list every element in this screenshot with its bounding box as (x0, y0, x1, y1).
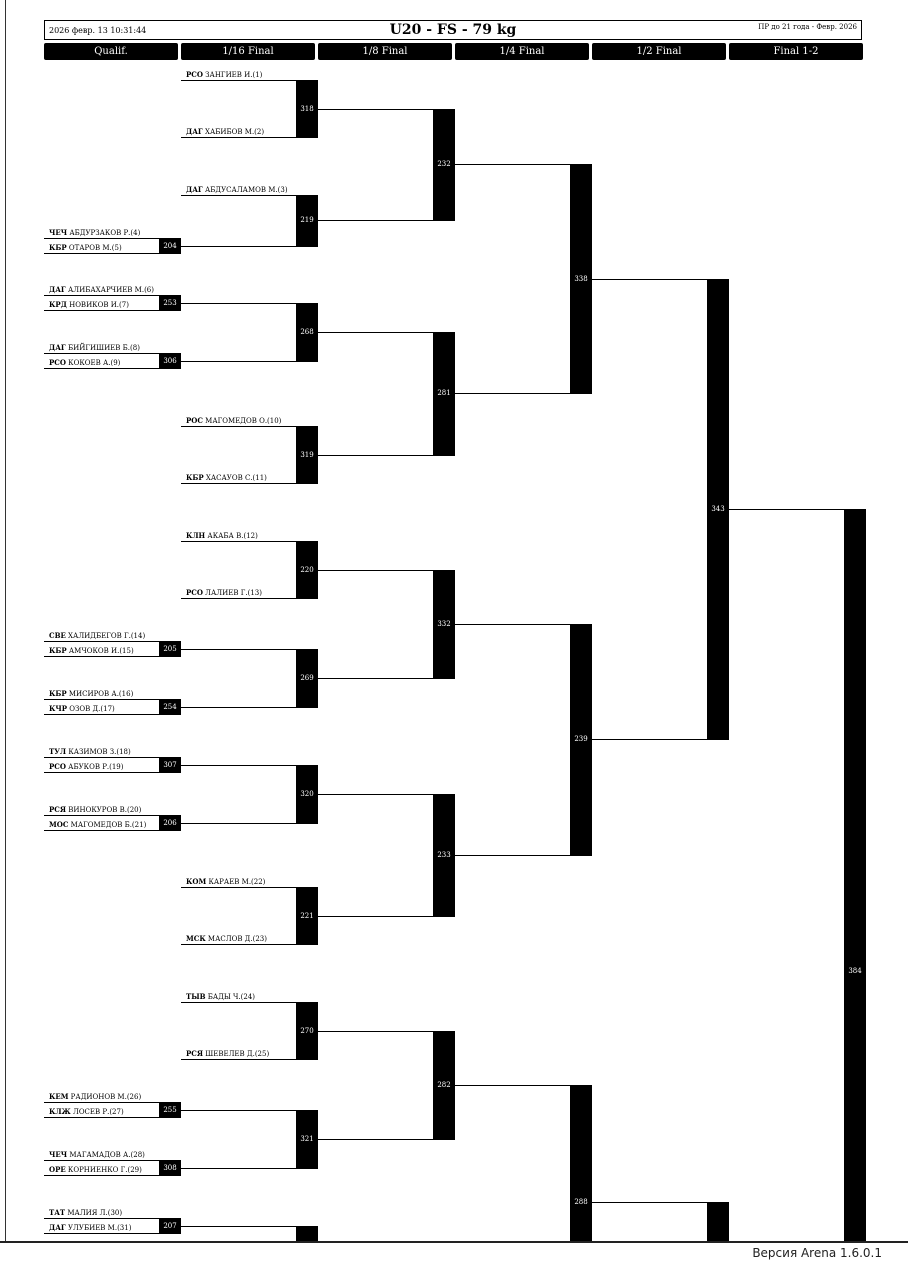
bout-number: 307 (163, 760, 177, 769)
bottom-divider (0, 1241, 908, 1243)
athlete-region: КЛЖ (49, 1107, 71, 1116)
athlete-name: РАДИОНОВ М.(26) (68, 1093, 142, 1101)
bout-number: 282 (437, 1080, 451, 1089)
athlete-region: РСО (186, 70, 203, 79)
bout-box (707, 1202, 729, 1241)
athlete-name: КОКОЕВ А.(9) (65, 359, 121, 367)
athlete-label (186, 877, 265, 887)
round-header-1-8: 1/8 Final (318, 43, 452, 60)
athlete-label (186, 127, 264, 137)
athlete-region: МСК (186, 934, 206, 943)
athlete-label (186, 992, 255, 1002)
athlete-region: РОС (186, 416, 203, 425)
version-label: Версия Arena 1.6.0.1 (752, 1246, 882, 1260)
athlete-name: АМЧОКОВ И.(15) (66, 647, 134, 655)
athlete-name: ШЕВЕЛЕВ Д.(25) (203, 1050, 270, 1058)
athlete-region: МОС (49, 820, 69, 829)
athlete-label (49, 1107, 124, 1117)
athlete-label (49, 631, 145, 641)
athlete-region: ДАГ (186, 185, 203, 194)
bout-number: 319 (300, 450, 314, 459)
athlete-name: МАЛИЯ Л.(30) (65, 1209, 123, 1217)
athlete-name: МИСИРОВ А.(16) (66, 690, 134, 698)
athlete-region: РСО (49, 762, 66, 771)
bout-number: 239 (574, 735, 588, 743)
athlete-region: ТУЛ (49, 747, 67, 756)
athlete-name: МАГОМЕДОВ О.(10) (202, 417, 282, 425)
round-header-1-2: 1/2 Final (592, 43, 726, 60)
athlete-label (49, 1223, 131, 1233)
athlete-label (49, 285, 154, 295)
athlete-label (186, 185, 288, 195)
bout-number: 320 (300, 789, 314, 798)
header-title: U20 - FS - 79 kg (389, 22, 517, 38)
athlete-label (49, 1208, 122, 1218)
header-event: ПР до 21 года - Февр. 2026 (758, 23, 857, 31)
bout-number: 338 (574, 274, 588, 283)
athlete-label (49, 1165, 142, 1175)
athlete-name: БАДЫ Ч.(24) (205, 993, 256, 1001)
athlete-region: КБР (49, 646, 67, 655)
athlete-name: МАГАМАДОВ А.(28) (67, 1151, 145, 1159)
athlete-region: ДАГ (49, 285, 66, 294)
round-header-qualif: Qualif. (44, 43, 178, 60)
athlete-region: КОМ (186, 877, 207, 886)
athlete-region: КРД (49, 300, 67, 309)
athlete-name: НОВИКОВ И.(7) (66, 301, 129, 309)
bout-number: 288 (574, 1198, 588, 1207)
bout-box (570, 1085, 592, 1242)
athlete-label (49, 747, 131, 757)
athlete-label (49, 1150, 145, 1160)
athlete-region: ЧЕЧ (49, 228, 68, 237)
bout-number: 306 (163, 356, 177, 365)
athlete-name: КАРАЕВ М.(22) (206, 878, 266, 886)
athlete-label (49, 805, 141, 815)
athlete-name: ХАСАУОВ С.(11) (203, 474, 267, 482)
bout-number: 219 (300, 216, 314, 225)
athlete-label (49, 358, 120, 368)
athlete-label (49, 300, 129, 310)
bout-box (844, 509, 866, 1241)
athlete-region: КБР (49, 243, 67, 252)
athlete-name: АБДУРЗАКОВ Р.(4) (67, 229, 141, 237)
athlete-label (186, 416, 281, 426)
bout-number: 269 (300, 673, 314, 682)
athlete-region: ДАГ (49, 1223, 66, 1232)
athlete-region: ОРЕ (49, 1165, 66, 1174)
athlete-region: КБР (49, 689, 67, 698)
bout-number: 384 (848, 967, 862, 976)
round-header-1-4: 1/4 Final (455, 43, 589, 60)
athlete-label (186, 588, 262, 598)
athlete-name: АБУКОВ Р.(19) (65, 763, 124, 771)
athlete-label (49, 646, 134, 656)
bout-number: 255 (163, 1105, 177, 1114)
athlete-label (49, 343, 140, 353)
athlete-region: КЛН (186, 531, 206, 540)
athlete-name: ОЗОВ Д.(17) (67, 705, 115, 713)
bout-number: 308 (163, 1163, 177, 1172)
bout-number: 205 (163, 644, 177, 653)
bout-number: 206 (163, 818, 177, 827)
athlete-name: ХАЛИДБЕГОВ Г.(14) (65, 632, 146, 640)
athlete-label (49, 762, 124, 772)
athlete-label (49, 689, 133, 699)
athlete-name: БИЙГИШИЕВ Б.(8) (65, 344, 140, 352)
round-header-1-16: 1/16 Final (181, 43, 315, 60)
athlete-label (186, 1049, 269, 1059)
bout-number: 268 (300, 327, 314, 336)
header-datetime: 2026 февр. 13 10:31:44 (49, 26, 147, 35)
athlete-label (49, 228, 140, 238)
bout-number: 343 (711, 504, 725, 513)
athlete-label (186, 70, 262, 80)
header-bar (44, 20, 862, 40)
bout-number: 233 (437, 850, 451, 859)
athlete-label (49, 1092, 141, 1102)
bout-number: 270 (300, 1026, 314, 1035)
bout-number: 204 (163, 241, 177, 250)
bout-number: 321 (300, 1134, 314, 1143)
athlete-name: УЛУБИЕВ М.(31) (65, 1224, 132, 1232)
athlete-name: ЛОСЕВ Р.(27) (70, 1108, 124, 1116)
athlete-region: ТАТ (49, 1208, 66, 1217)
bout-number: 220 (300, 565, 314, 574)
bout-number: 253 (163, 298, 177, 307)
athlete-name: ХАБИБОВ М.(2) (202, 128, 265, 136)
left-border (5, 0, 6, 1242)
athlete-region: КЧР (49, 704, 68, 713)
bout-box (296, 1226, 318, 1242)
athlete-name: АКАБА В.(12) (205, 532, 258, 540)
athlete-region: СВЕ (49, 631, 66, 640)
athlete-name: ОТАРОВ М.(5) (66, 244, 122, 252)
bout-number: 281 (437, 389, 451, 397)
athlete-name: КОРНИЕНКО Г.(29) (65, 1166, 142, 1174)
athlete-name: ЛАЛИЕВ Г.(13) (202, 589, 262, 597)
athlete-region: РСО (49, 358, 66, 367)
athlete-name: АЛИБАХАРЧИЕВ М.(6) (65, 286, 154, 294)
round-header-final: Final 1-2 (729, 43, 863, 60)
athlete-name: КАЗИМОВ З.(18) (66, 748, 131, 756)
athlete-label (49, 704, 115, 714)
athlete-region: ЧЕЧ (49, 1150, 68, 1159)
athlete-label (49, 820, 146, 830)
bout-number: 318 (300, 104, 314, 113)
bout-number: 221 (300, 911, 314, 920)
athlete-label (49, 243, 122, 253)
athlete-name: ЗАНГИЕВ И.(1) (202, 71, 263, 79)
athlete-region: РСО (186, 588, 203, 597)
bout-number: 232 (437, 160, 451, 169)
athlete-name: МАСЛОВ Д.(23) (205, 935, 267, 943)
bout-number: 207 (163, 1221, 177, 1230)
athlete-name: ВИНОКУРОВ В.(20) (66, 806, 142, 814)
athlete-region: КБР (186, 473, 204, 482)
athlete-label (186, 473, 267, 483)
athlete-label (186, 531, 258, 541)
bout-number: 254 (163, 702, 177, 711)
bout-number: 332 (437, 619, 451, 628)
athlete-name: АБДУСАЛАМОВ М.(3) (202, 186, 288, 194)
athlete-region: ДАГ (49, 343, 66, 352)
athlete-region: ТЫВ (186, 992, 206, 1001)
athlete-label (186, 934, 267, 944)
athlete-region: РСЯ (186, 1049, 204, 1058)
athlete-region: РСЯ (49, 805, 67, 814)
athlete-region: КЕМ (49, 1092, 69, 1101)
athlete-region: ДАГ (186, 127, 203, 136)
athlete-name: МАГОМЕДОВ Б.(21) (68, 821, 147, 829)
